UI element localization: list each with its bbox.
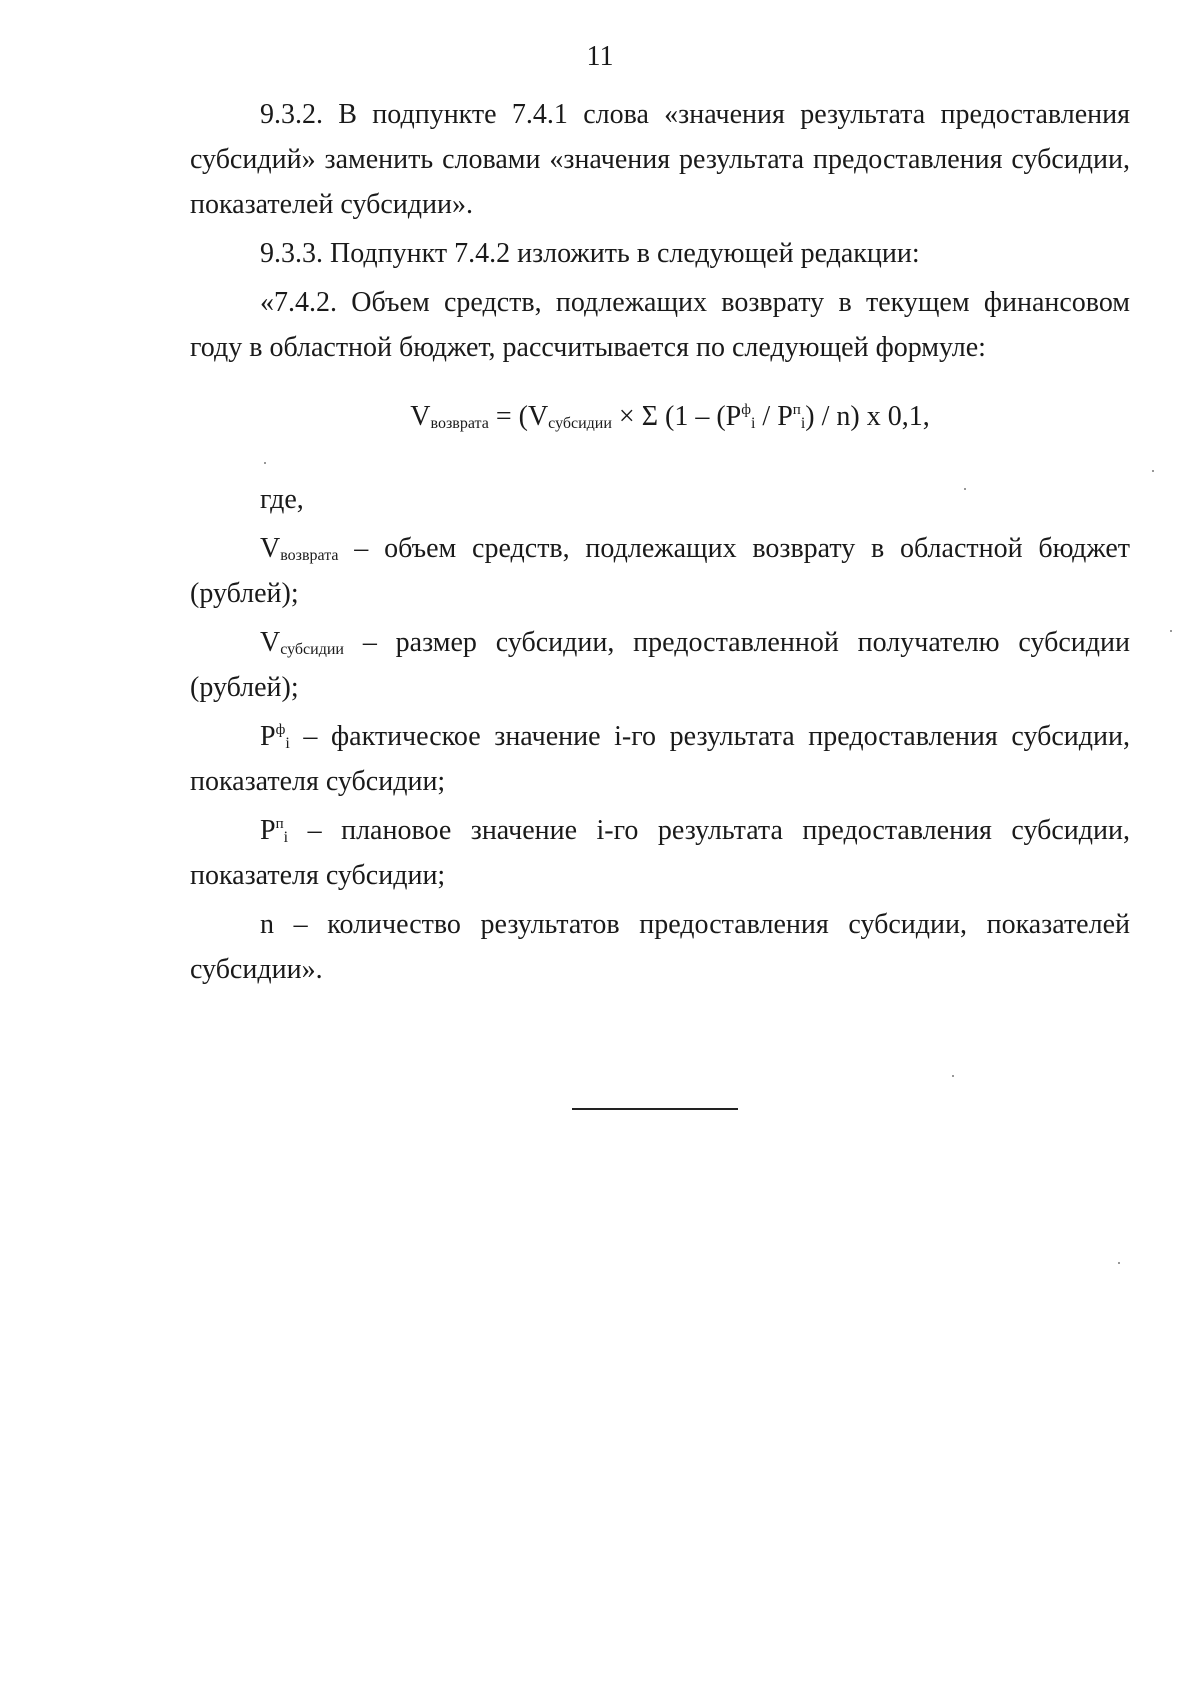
- paragraph-7-4-2: «7.4.2. Объем средств, подлежащих возврату в текущем финансовом году в областной бюджет, рассчитывается по следующей формуле:: [190, 287, 1130, 363]
- definition-superscript: ф: [275, 722, 286, 738]
- definition-n: n – количество результатов предоставления субсидии, показателей субсидии».: [190, 909, 1130, 985]
- where-label: где,: [260, 484, 304, 515]
- definition-p-plan: [190, 808, 1130, 898]
- scan-speck: [264, 462, 266, 464]
- formula-sub-subsidy: субсидии: [548, 415, 612, 432]
- scan-speck: [964, 488, 966, 490]
- paragraph-9-3-3: 9.3.3. Подпункт 7.4.2 изложить в следующей редакции:: [260, 238, 920, 269]
- definition-p-fact: [190, 714, 1130, 804]
- formula-sub-return: возврата: [430, 415, 489, 432]
- formula-tail: ) / n) x 0,1,: [805, 401, 930, 432]
- formula-slash: / P: [755, 401, 793, 432]
- definition-v-return: [190, 526, 1130, 616]
- definition-symbol: V: [260, 533, 281, 564]
- document-body: [190, 92, 1130, 996]
- definition-subscript: субсидии: [280, 641, 344, 658]
- formula-times-sum: × Σ (1 – (P: [611, 401, 742, 432]
- formula-sup-f: ф: [741, 402, 751, 418]
- page-number: 11: [586, 41, 614, 72]
- scan-speck: [952, 1075, 954, 1077]
- formula-v-return: V: [410, 401, 431, 432]
- definition-symbol: P: [260, 815, 276, 846]
- scan-speck: [1152, 470, 1154, 472]
- formula-eq-open: = (V: [488, 401, 549, 432]
- definition-text: – объем средств, подлежащих возврату в областной бюджет (рублей);: [190, 533, 1130, 609]
- scan-speck: [1170, 630, 1172, 632]
- definition-subscript: i: [283, 829, 289, 846]
- formula-i1: i: [750, 415, 756, 432]
- paragraph-9-3-2: 9.3.2. В подпункте 7.4.1 слова «значения результата предоставления субсидий» заменить словами «значения результата предоставления субсидии, показателей субсидии».: [190, 99, 1130, 220]
- formula-i2: i: [800, 415, 806, 432]
- definition-text: – фактическое значение i-го результата предоставления субсидии, показателя субсидии;: [190, 721, 1130, 797]
- definition-subscript: возврата: [280, 547, 339, 564]
- formula-sup-p: п: [792, 402, 801, 418]
- definition-subscript: i: [285, 735, 290, 752]
- end-separator-line: [572, 1108, 738, 1110]
- refund-formula: [190, 394, 1130, 439]
- definition-symbol: P: [260, 721, 276, 752]
- definition-text: – размер субсидии, предоставленной получателю субсидии (рублей);: [190, 627, 1130, 703]
- definition-text: – плановое значение i-го результата предоставления субсидии, показателя субсидии;: [190, 815, 1130, 891]
- definition-symbol: V: [260, 627, 281, 658]
- scan-speck: [1118, 1262, 1120, 1264]
- definition-v-subsidy: [190, 620, 1130, 710]
- definition-superscript: п: [275, 816, 284, 832]
